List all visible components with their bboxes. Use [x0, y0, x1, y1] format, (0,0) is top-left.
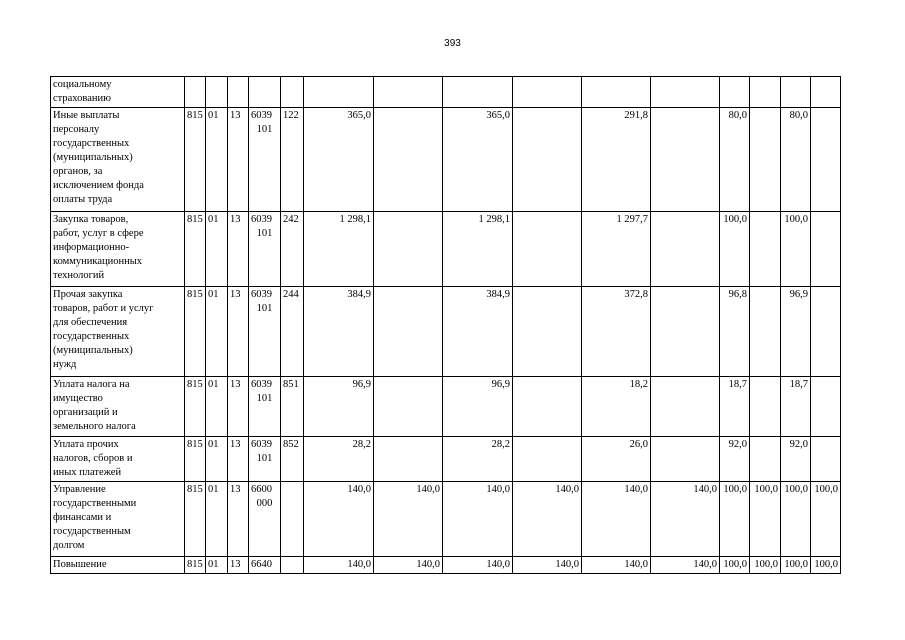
cell-rz — [206, 77, 228, 108]
cell-v2: 140,0 — [374, 482, 443, 557]
cell-v5: 140,0 — [582, 482, 651, 557]
cell-csr — [249, 287, 281, 377]
cell-p1: 92,0 — [720, 437, 750, 482]
table-row — [51, 482, 841, 557]
cell-pr: 13 — [228, 377, 249, 437]
cell-v1: 365,0 — [304, 108, 374, 212]
cell-v2 — [374, 108, 443, 212]
row-name — [51, 108, 185, 212]
cell-v2 — [374, 212, 443, 287]
cell-csr-line: 000 — [256, 498, 273, 509]
cell-gr: 815 — [185, 108, 206, 212]
row-name-line: иных платежей — [53, 467, 122, 478]
cell-p1: 18,7 — [720, 377, 750, 437]
row-name — [51, 437, 185, 482]
row-name — [51, 77, 185, 108]
cell-v5 — [582, 77, 651, 108]
cell-p1: 100,0 — [720, 557, 750, 574]
cell-csr-line: 101 — [256, 303, 273, 314]
row-name-line: Иные выплаты — [53, 110, 120, 121]
cell-csr-line: 101 — [256, 393, 273, 404]
row-name-line: органов, за — [53, 166, 103, 177]
cell-csr — [249, 557, 281, 574]
row-name-line: Прочая закупка — [53, 289, 123, 300]
cell-csr-line: 101 — [256, 124, 273, 135]
table-row — [51, 287, 841, 377]
row-name-line: технологий — [53, 270, 105, 281]
cell-v3: 1 298,1 — [443, 212, 513, 287]
row-name-line: государственных — [53, 331, 130, 342]
cell-csr — [249, 437, 281, 482]
cell-v1 — [304, 77, 374, 108]
cell-v1: 140,0 — [304, 482, 374, 557]
row-name-line: Уплата налога на — [53, 379, 130, 390]
cell-v4 — [513, 212, 582, 287]
row-name-line: товаров, работ и услуг — [53, 303, 154, 314]
cell-csr-line: 6039 — [251, 289, 272, 300]
cell-p3: 92,0 — [781, 437, 811, 482]
row-name — [51, 212, 185, 287]
cell-rz: 01 — [206, 557, 228, 574]
cell-vr — [281, 482, 304, 557]
row-name-line: налогов, сборов и — [53, 453, 133, 464]
table-row — [51, 557, 841, 574]
cell-v3: 140,0 — [443, 482, 513, 557]
cell-gr: 815 — [185, 437, 206, 482]
cell-csr — [249, 77, 281, 108]
cell-vr — [281, 77, 304, 108]
cell-pr — [228, 77, 249, 108]
row-name-line: (муниципальных) — [53, 345, 133, 356]
row-name-line: Закупка товаров, — [53, 214, 129, 225]
cell-v5: 291,8 — [582, 108, 651, 212]
cell-p2 — [750, 437, 781, 482]
cell-gr: 815 — [185, 212, 206, 287]
cell-p1: 80,0 — [720, 108, 750, 212]
cell-v5: 140,0 — [582, 557, 651, 574]
cell-v3: 140,0 — [443, 557, 513, 574]
cell-rz: 01 — [206, 437, 228, 482]
cell-v2 — [374, 77, 443, 108]
row-name-line: Управление — [53, 484, 106, 495]
cell-v5: 26,0 — [582, 437, 651, 482]
cell-pr: 13 — [228, 557, 249, 574]
cell-p4 — [811, 287, 841, 377]
cell-v6 — [651, 437, 720, 482]
cell-v5: 372,8 — [582, 287, 651, 377]
row-name-line: земельного налога — [53, 421, 136, 432]
cell-v1: 140,0 — [304, 557, 374, 574]
cell-pr: 13 — [228, 287, 249, 377]
row-name-line: долгом — [53, 540, 85, 551]
cell-p4 — [811, 77, 841, 108]
cell-csr — [249, 212, 281, 287]
cell-p2: 100,0 — [750, 557, 781, 574]
cell-p1: 100,0 — [720, 212, 750, 287]
cell-csr — [249, 377, 281, 437]
row-name-line: государственных — [53, 138, 130, 149]
row-name-line: организаций и — [53, 407, 118, 418]
cell-v5: 18,2 — [582, 377, 651, 437]
cell-v4 — [513, 77, 582, 108]
cell-v6: 140,0 — [651, 482, 720, 557]
cell-pr: 13 — [228, 482, 249, 557]
row-name-line: финансами и — [53, 512, 112, 523]
cell-csr-line: 6039 — [251, 439, 272, 450]
cell-p4 — [811, 377, 841, 437]
cell-p2 — [750, 77, 781, 108]
cell-vr: 122 — [281, 108, 304, 212]
cell-v2: 140,0 — [374, 557, 443, 574]
table-row — [51, 77, 841, 108]
cell-p3: 80,0 — [781, 108, 811, 212]
cell-vr: 852 — [281, 437, 304, 482]
cell-rz: 01 — [206, 482, 228, 557]
cell-v4 — [513, 377, 582, 437]
cell-csr-line: 101 — [256, 228, 273, 239]
row-name — [51, 482, 185, 557]
cell-pr: 13 — [228, 437, 249, 482]
cell-v5: 1 297,7 — [582, 212, 651, 287]
cell-p3: 100,0 — [781, 482, 811, 557]
row-name-line: исключением фонда — [53, 180, 144, 191]
cell-v3: 28,2 — [443, 437, 513, 482]
cell-v6 — [651, 377, 720, 437]
row-name — [51, 377, 185, 437]
row-name-line: нужд — [53, 359, 77, 370]
cell-v6: 140,0 — [651, 557, 720, 574]
cell-p3: 100,0 — [781, 557, 811, 574]
cell-csr-line: 6600 — [251, 484, 272, 495]
cell-p1 — [720, 77, 750, 108]
cell-v6 — [651, 212, 720, 287]
cell-v2 — [374, 287, 443, 377]
cell-pr: 13 — [228, 108, 249, 212]
row-name — [51, 287, 185, 377]
cell-v4: 140,0 — [513, 557, 582, 574]
cell-gr: 815 — [185, 287, 206, 377]
cell-v1: 384,9 — [304, 287, 374, 377]
cell-csr-line: 6039 — [251, 379, 272, 390]
row-name-line: страхованию — [53, 93, 111, 104]
row-name-line: для обеспечения — [53, 317, 128, 328]
cell-vr: 242 — [281, 212, 304, 287]
row-name-line: (муниципальных) — [53, 152, 133, 163]
cell-v3: 96,9 — [443, 377, 513, 437]
cell-p2 — [750, 287, 781, 377]
budget-table — [50, 76, 841, 574]
cell-rz: 01 — [206, 287, 228, 377]
cell-p3: 18,7 — [781, 377, 811, 437]
cell-gr: 815 — [185, 557, 206, 574]
cell-csr — [249, 108, 281, 212]
row-name-line: информационно- — [53, 242, 130, 253]
row-name-line: Уплата прочих — [53, 439, 119, 450]
cell-csr-line: 6039 — [251, 110, 272, 121]
cell-v1: 28,2 — [304, 437, 374, 482]
row-name-line: оплаты труда — [53, 194, 113, 205]
cell-v2 — [374, 437, 443, 482]
cell-p3: 96,9 — [781, 287, 811, 377]
row-name-line: государственными — [53, 498, 137, 509]
cell-rz: 01 — [206, 212, 228, 287]
cell-vr: 244 — [281, 287, 304, 377]
cell-gr: 815 — [185, 482, 206, 557]
cell-v2 — [374, 377, 443, 437]
cell-v3 — [443, 77, 513, 108]
cell-rz: 01 — [206, 108, 228, 212]
cell-v4 — [513, 108, 582, 212]
table-row — [51, 108, 841, 212]
cell-p1: 100,0 — [720, 482, 750, 557]
table-row — [51, 377, 841, 437]
row-name — [51, 557, 185, 574]
cell-p1: 96,8 — [720, 287, 750, 377]
cell-vr — [281, 557, 304, 574]
cell-p2 — [750, 108, 781, 212]
cell-csr-line: 6039 — [251, 214, 272, 225]
row-name-line: социальному — [53, 79, 112, 90]
cell-v4: 140,0 — [513, 482, 582, 557]
row-name-line: коммуникационных — [53, 256, 143, 267]
cell-v6 — [651, 287, 720, 377]
row-name-line: Повышение — [53, 559, 107, 570]
cell-v6 — [651, 108, 720, 212]
row-name-line: государственным — [53, 526, 131, 537]
cell-rz: 01 — [206, 377, 228, 437]
row-name-line: работ, услуг в сфере — [53, 228, 144, 239]
cell-p4: 100,0 — [811, 482, 841, 557]
cell-v3: 365,0 — [443, 108, 513, 212]
cell-csr — [249, 482, 281, 557]
cell-p4 — [811, 212, 841, 287]
cell-v6 — [651, 77, 720, 108]
row-name-line: персоналу — [53, 124, 100, 135]
cell-p4 — [811, 108, 841, 212]
cell-p2 — [750, 377, 781, 437]
table-row — [51, 212, 841, 287]
cell-v3: 384,9 — [443, 287, 513, 377]
cell-pr: 13 — [228, 212, 249, 287]
row-name-line: имущество — [53, 393, 103, 404]
cell-p2: 100,0 — [750, 482, 781, 557]
cell-csr-line: 101 — [256, 453, 273, 464]
cell-p4 — [811, 437, 841, 482]
table-body — [51, 77, 841, 574]
cell-vr: 851 — [281, 377, 304, 437]
cell-v4 — [513, 287, 582, 377]
page-number: 393 — [444, 38, 461, 49]
cell-v4 — [513, 437, 582, 482]
cell-v1: 1 298,1 — [304, 212, 374, 287]
cell-p3: 100,0 — [781, 212, 811, 287]
table-row — [51, 437, 841, 482]
cell-p3 — [781, 77, 811, 108]
cell-v1: 96,9 — [304, 377, 374, 437]
cell-p2 — [750, 212, 781, 287]
cell-gr: 815 — [185, 377, 206, 437]
cell-gr — [185, 77, 206, 108]
cell-p4: 100,0 — [811, 557, 841, 574]
cell-csr-line: 6640 — [251, 559, 272, 570]
